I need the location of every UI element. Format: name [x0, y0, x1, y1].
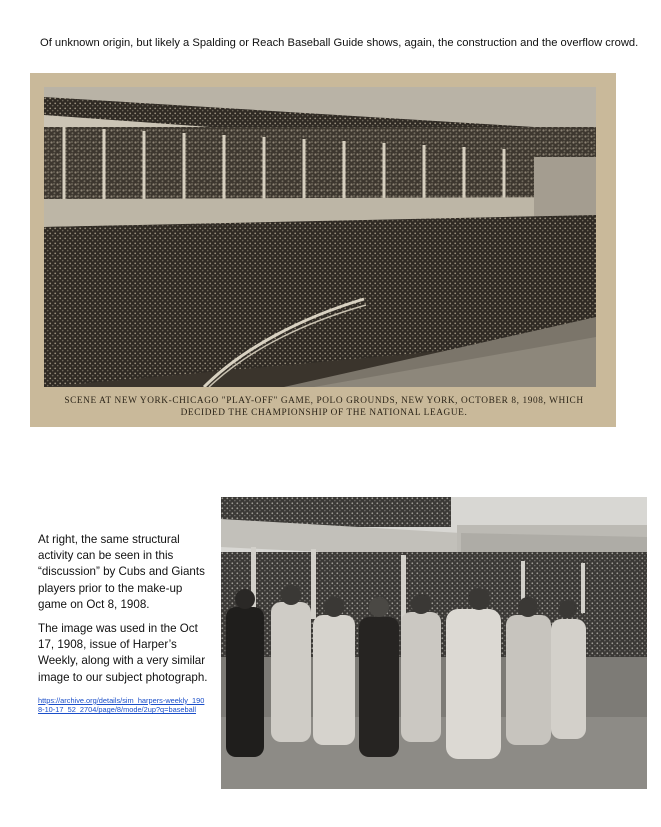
stadium-photo-caption — [44, 395, 604, 419]
side-paragraph-2: The image was used in the Oct 17, 1908, issue of Harper’s Weekly, along with a very similar image to our subject photograph. — [38, 622, 208, 684]
intro-text: Of unknown origin, but likely a Spalding or Reach Baseball Guide shows, again, the construction and the overflow crowd. — [40, 37, 639, 49]
caption-line-2: DECIDED THE CHAMPIONSHIP OF THE NATIONAL LEAGUE. — [180, 408, 468, 418]
archive-link[interactable]: https://archive.org/details/sim_harpers-weekly_1908-10-17_52_2704/page/8/mode/2up?q=baseball — [38, 695, 205, 715]
side-paragraph-1: At right, the same structural activity can be seen in this “discussion” by Cubs and Giants players prior to the make-up game on Oct 8, 1908. — [38, 533, 205, 611]
stadium-photo — [44, 87, 596, 387]
caption-line-1: SCENE AT NEW YORK-CHICAGO "PLAY-OFF" GAME, POLO GROUNDS, NEW YORK, OCTOBER 8, 1908, WHICH — [64, 396, 584, 406]
side-text — [38, 532, 210, 715]
players-photo — [221, 497, 647, 789]
stadium-photo-scan — [30, 73, 616, 427]
